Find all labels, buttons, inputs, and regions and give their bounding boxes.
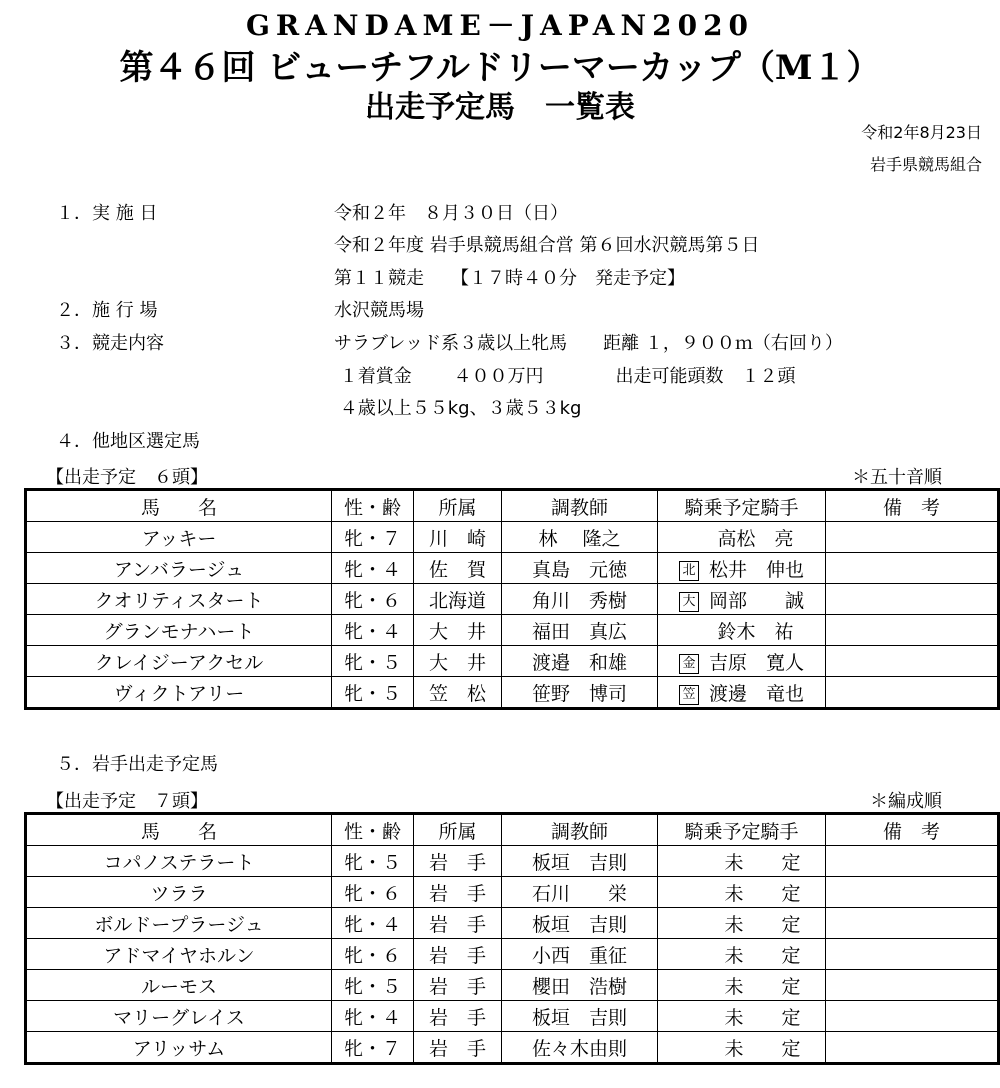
horse-name: クオリティスタート [26,584,332,615]
trainer: 福田 真広 [502,615,658,646]
col-header-notes: 備 考 [826,814,999,846]
jockey-cell [658,553,826,584]
col-header-trainer: 調教師 [502,490,658,522]
table-row [26,615,999,646]
jockey-name: 未 定 [658,939,826,970]
table-row [26,908,999,939]
section4-sort-note: ＊五十音順 [852,467,942,488]
table-row [26,646,999,677]
affiliation: 川 崎 [414,522,502,553]
section5-heading: ５．岩手出走予定馬 [56,754,218,775]
info-value-prize: １着賞金 ４００万円 出走可能頭数 １２頭 [334,366,796,387]
trainer: 板垣 吉則 [502,1001,658,1032]
other-region-table [24,488,1000,710]
affiliation: 岩 手 [414,1001,502,1032]
col-header-trainer: 調教師 [502,814,658,846]
col-header-sex-age: 性・齢 [332,814,414,846]
trainer: 板垣 吉則 [502,846,658,877]
info-value-meeting: 令和２年度 岩手県競馬組合営 第６回水沢競馬第５日 [334,235,760,256]
jockey-name: 高松 亮 [717,527,794,550]
sex-age: 牝・４ [332,553,414,584]
notes [826,1032,999,1064]
page-subtitle: 出走予定馬 一覧表 [365,90,635,125]
table-row [26,877,999,908]
notes [826,877,999,908]
info-label-venue: ２．施 行 場 [56,300,158,321]
col-header-sex-age: 性・齢 [332,490,414,522]
horse-name: アリッサム [26,1032,332,1064]
jockey-name: 未 定 [658,1032,826,1064]
jockey-cell [658,584,826,615]
affiliation: 岩 手 [414,877,502,908]
jockey-name: 岡部 誠 [708,589,804,612]
affiliation: 大 井 [414,615,502,646]
jockey-name: 未 定 [658,970,826,1001]
info-value-date: 令和２年 ８月３０日（日） [334,203,568,224]
horse-name: グランモナハート [26,615,332,646]
affiliation: 岩 手 [414,970,502,1001]
col-header-jockey: 騎乗予定騎手 [658,490,826,522]
table-row [26,553,999,584]
region-badge: 金 [679,654,699,674]
info-value-race-time: 第１１競走 【１７時４０分 発走予定】 [334,268,685,289]
col-header-jockey: 騎乗予定騎手 [658,814,826,846]
jockey-name: 渡邊 竜也 [708,682,804,705]
table-header-row [26,814,999,846]
table-row [26,846,999,877]
trainer: 板垣 吉則 [502,908,658,939]
info-label-date: １．実 施 日 [56,203,158,224]
sex-age: 牝・７ [332,522,414,553]
region-badge: 大 [679,592,699,612]
sex-age: 牝・６ [332,877,414,908]
horse-name: ヴィクトアリー [26,677,332,709]
affiliation: 大 井 [414,646,502,677]
region-badge [689,618,707,636]
table-row [26,1032,999,1064]
trainer: 笹野 博司 [502,677,658,709]
horse-name: マリーグレイス [26,1001,332,1032]
organizer: 岩手県競馬組合 [869,155,982,174]
iwate-table [24,812,1000,1065]
jockey-cell [658,677,826,709]
region-badge: 笠 [679,685,699,705]
section5-count: 【出走予定 ７頭】 [46,791,208,812]
jockey-cell [658,522,826,553]
col-header-name: 馬 名 [26,490,332,522]
notes [826,908,999,939]
table-row [26,939,999,970]
info-value-venue: 水沢競馬場 [334,300,424,321]
info-value-conditions: サラブレッド系３歳以上牝馬 距離 １，９００ｍ（右回り） [334,333,843,354]
notes [826,677,999,709]
notes [826,1001,999,1032]
section4-heading: ４．他地区選定馬 [56,431,200,452]
jockey-cell [658,646,826,677]
table-row [26,1001,999,1032]
notes [826,584,999,615]
sex-age: 牝・６ [332,584,414,615]
col-header-affiliation: 所属 [414,814,502,846]
sex-age: 牝・５ [332,677,414,709]
section4-count: 【出走予定 ６頭】 [46,467,208,488]
jockey-name: 未 定 [658,877,826,908]
trainer: 角川 秀樹 [502,584,658,615]
horse-name: ボルドープラージュ [26,908,332,939]
notes [826,846,999,877]
affiliation: 笠 松 [414,677,502,709]
jockey-name: 未 定 [658,1001,826,1032]
col-header-name: 馬 名 [26,814,332,846]
trainer: 小西 重征 [502,939,658,970]
affiliation: 北海道 [414,584,502,615]
table-row [26,677,999,709]
sex-age: 牝・６ [332,939,414,970]
info-label-conditions: ３．競走内容 [56,333,164,354]
section5-sort-note: ＊編成順 [870,791,942,812]
trainer: 櫻田 浩樹 [502,970,658,1001]
jockey-cell [658,615,826,646]
issue-date: 令和2年8月23日 [861,123,982,142]
trainer: 佐々木由則 [502,1032,658,1064]
sex-age: 牝・５ [332,846,414,877]
affiliation: 岩 手 [414,846,502,877]
info-value-weights: ４歳以上５５kg、３歳５３kg [334,398,582,419]
sex-age: 牝・５ [332,646,414,677]
trainer: 真島 元徳 [502,553,658,584]
horse-name: コパノステラート [26,846,332,877]
affiliation: 佐 賀 [414,553,502,584]
jockey-name: 未 定 [658,908,826,939]
notes [826,970,999,1001]
horse-name: ルーモス [26,970,332,1001]
sex-age: 牝・７ [332,1032,414,1064]
affiliation: 岩 手 [414,939,502,970]
notes [826,522,999,553]
jockey-name: 未 定 [658,846,826,877]
notes [826,615,999,646]
trainer: 林 隆之 [502,522,658,553]
region-badge: 北 [679,561,699,581]
jockey-name: 鈴木 祐 [717,620,794,643]
notes [826,553,999,584]
table-header-row [26,490,999,522]
affiliation: 岩 手 [414,908,502,939]
region-badge [689,525,707,543]
table-row [26,584,999,615]
sex-age: 牝・４ [332,1001,414,1032]
sex-age: 牝・４ [332,615,414,646]
trainer: 石川 栄 [502,877,658,908]
jockey-name: 吉原 寛人 [708,651,804,674]
affiliation: 岩 手 [414,1032,502,1064]
col-header-affiliation: 所属 [414,490,502,522]
sex-age: 牝・４ [332,908,414,939]
title-english: GRANDAME－JAPAN2020 [245,9,755,42]
horse-name: アッキー [26,522,332,553]
trainer: 渡邉 和雄 [502,646,658,677]
sex-age: 牝・５ [332,970,414,1001]
table-row [26,522,999,553]
notes [826,646,999,677]
page-title: 第４６回 ビューチフルドリーマーカップ（M１） [119,48,881,88]
horse-name: アンバラージュ [26,553,332,584]
notes [826,939,999,970]
horse-name: ツララ [26,877,332,908]
horse-name: アドマイヤホルン [26,939,332,970]
jockey-name: 松井 伸也 [708,558,804,581]
table-row [26,970,999,1001]
horse-name: クレイジーアクセル [26,646,332,677]
col-header-notes: 備 考 [826,490,999,522]
